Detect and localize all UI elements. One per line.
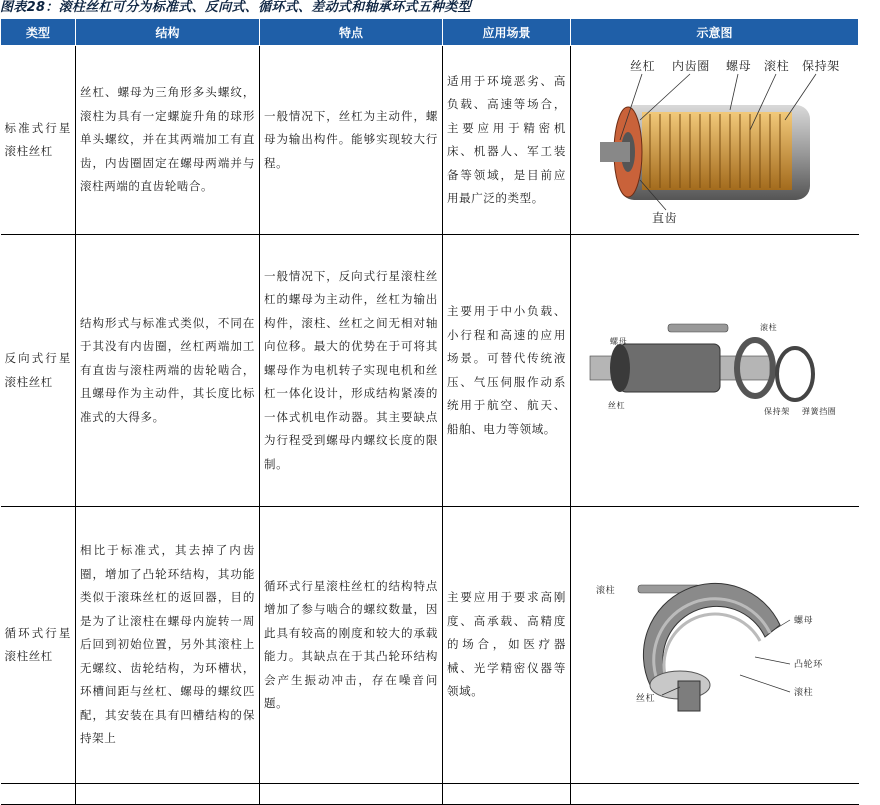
structure-cell: 结构形式与标准式类似，不同在于其没有内齿圈，丝杠两端加工有直齿与滚柱两端的齿轮啮合，且螺母作为主动件，其长度比标准式的大得多。 [76,235,260,507]
fig-label-cam-ring: 凸轮环 [793,660,823,670]
fig-label-spur-teeth: 直齿 [651,211,677,225]
application-cell [443,784,571,805]
recirculating-roller-screw-diagram [580,575,850,715]
fig-label-nut: 螺母 [609,336,627,346]
table-row [1,507,859,784]
fig-label-roller: 滚柱 [759,322,777,332]
diagram-cell [571,46,859,235]
header-structure: 结构 [76,19,260,46]
header-type: 类型 [1,19,76,46]
fig-label-roller-bottom: 滚柱 [793,688,813,698]
fig-label-screw: 丝杠 [607,400,625,410]
fig-label-screw: 丝杠 [635,694,655,704]
fig-label-cage: 保持架 [801,59,840,73]
features-cell: 循环式行星滚柱丝杠的结构特点增加了参与啮合的螺纹数量，因此具有较高的刚度和较大的承载能力。其缺点在于其凸轮环结构会产生振动冲击，存在噪音问题。 [260,507,443,784]
table-header-row [1,19,859,46]
fig-label-ring-gear: 内齿圈 [671,59,710,73]
structure-cell [76,784,260,805]
features-cell: 一般情况下，丝杠为主动件，螺母为输出构件。能够实现较大行程。 [260,46,443,235]
figure-title: 图表28：滚柱丝杠可分为标准式、反向式、循环式、差动式和轴承环式五种类型 [0,0,471,15]
application-cell: 主要应用于要求高刚度、高承载、高精度的场合，如医疗器械、光学精密仪器等领域。 [443,507,571,784]
type-cell: 反向式行星滚柱丝杠 [1,235,76,507]
features-cell: 一般情况下，反向式行星滚柱丝杠的螺母为主动件，丝杠为输出构件，滚柱、丝杠之间无相对轴向位移。最大的优势在于可将其螺母作为电机转子实现电机和丝杠一体化设计，形成结构紧凑的一体式机电作动器。其主要缺点为行程受到螺母内螺纹长度的限制。 [260,235,443,507]
diagram-cell [571,784,859,805]
table-row [1,46,859,235]
type-cell: 循环式行星滚柱丝杠 [1,507,76,784]
header-features: 特点 [260,19,443,46]
fig-label-nut: 螺母 [793,616,813,626]
standard-roller-screw-diagram [580,50,850,230]
fig-label-snap-ring: 弹簧挡圈 [801,406,837,416]
application-cell: 适用于环境恶劣、高负载、高速等场合，主要应用于精密机床、机器人、军工装备等领域，是目前应用最广泛的类型。 [443,46,571,235]
diagram-cell [571,235,859,507]
features-cell [260,784,443,805]
fig-label-screw: 丝杠 [629,59,655,73]
structure-cell: 相比于标准式，其去掉了内齿圈，增加了凸轮环结构，其功能类似于滚珠丝杠的返回器，目的是为了让滚柱在螺母内旋转一周后回到初始位置，另外其滚柱上无螺纹、齿轮结构，为环槽状，环槽间距与丝杠、螺母的螺纹匹配，其安装在具有凹槽结构的保持架上 [76,507,260,784]
type-cell [1,784,76,805]
fig-label-nut: 螺母 [725,59,751,73]
diagram-cell [571,507,859,784]
fig-label-roller: 滚柱 [763,59,789,73]
structure-cell: 丝杠、螺母为三角形多头螺纹，滚柱为具有一定螺旋升角的球形单头螺纹，并在其两端加工有直齿，内齿圈固定在螺母两端并与滚柱两端的直齿轮啮合。 [76,46,260,235]
inverted-roller-screw-diagram [580,316,850,426]
table-row [1,235,859,507]
type-cell: 标准式行星滚柱丝杠 [1,46,76,235]
application-cell: 主要用于中小负载、小行程和高速的应用场景。可替代传统液压、气压伺服作动系统用于航空、航天、船舶、电力等领域。 [443,235,571,507]
fig-label-cage: 保持架 [763,406,790,416]
header-diagram: 示意图 [571,19,859,46]
roller-screw-table [0,18,859,805]
header-application: 应用场景 [443,19,571,46]
fig-label-roller-top: 滚柱 [595,586,615,596]
table-row [1,784,859,805]
